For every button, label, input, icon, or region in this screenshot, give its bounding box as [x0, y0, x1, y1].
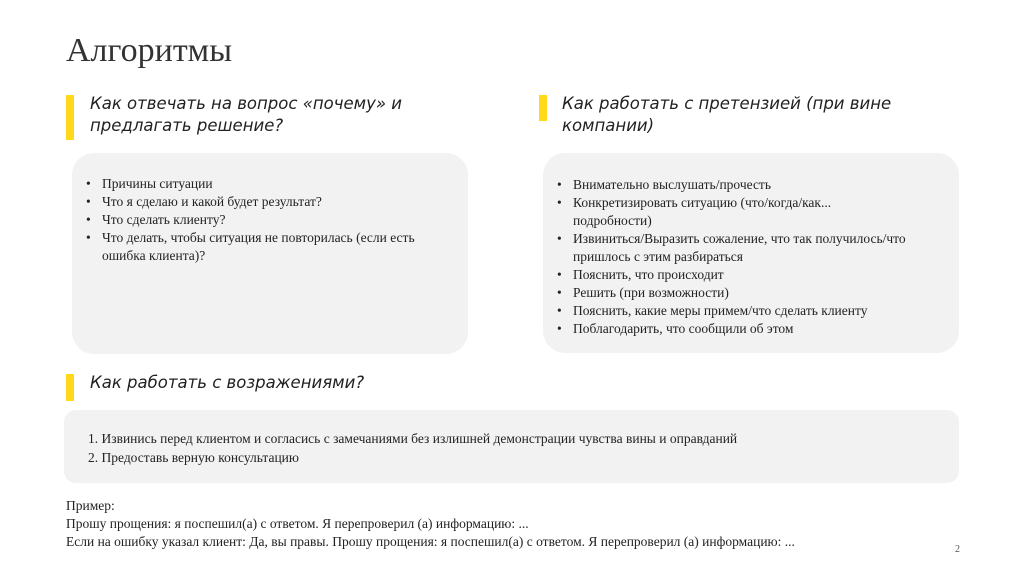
list-item: • Решить (при возможности) [573, 284, 939, 302]
example-line: Прошу прощения: я поспешил(а) с ответом. Я перепроверил (а) информацию: ... [66, 516, 529, 531]
example-line: Если на ошибку указал клиент: Да, вы правы. Прошу прощения: я поспешил(а) с ответом. Я перепроверил (а) информацию: ... [66, 534, 795, 549]
section-heading-objections: Как работать с возражениями? [90, 373, 365, 392]
list-item: • Что сделать клиенту? [102, 211, 468, 229]
objections-box [64, 410, 959, 483]
complaint-box [543, 153, 959, 353]
list-item: 1. Извинись перед клиентом и согласись с замечаниями без излишней демонстрации чувства вины и оправданий [88, 431, 738, 446]
list-item: • Конкретизировать ситуацию (что/когда/как... подробности) [573, 194, 939, 230]
list-item: • Причины ситуации [102, 175, 468, 193]
example-label: Пример: [66, 498, 115, 513]
accent-bar [539, 95, 547, 121]
list-item: • Внимательно выслушать/прочесть [573, 176, 939, 194]
list-item: • Что делать, чтобы ситуация не повторилась (если есть ошибка клиента)? [102, 229, 468, 265]
accent-bar [66, 374, 74, 401]
example-block [66, 497, 795, 551]
list-item: • Извиниться/Выразить сожаление, что так получилось/что пришлось с этим разбираться [573, 230, 939, 266]
list-item: • Пояснить, какие меры примем/что сделать клиенту [573, 302, 939, 320]
list-item: • Пояснить, что происходит [573, 266, 939, 284]
list-item: 2. Предоставь верную консультацию [88, 450, 299, 465]
page-number: 2 [955, 544, 960, 555]
section-heading-complaint: Как работать с претензией (при вине компании) [562, 94, 892, 135]
list-item: • Поблагодарить, что сообщили об этом [573, 320, 939, 338]
page-title: Алгоритмы [66, 32, 233, 69]
section-heading-why: Как отвечать на вопрос «почему» и предлагать решение? [90, 94, 403, 135]
why-box [72, 153, 468, 354]
list-item: • Что я сделаю и какой будет результат? [102, 193, 468, 211]
accent-bar [66, 95, 74, 140]
